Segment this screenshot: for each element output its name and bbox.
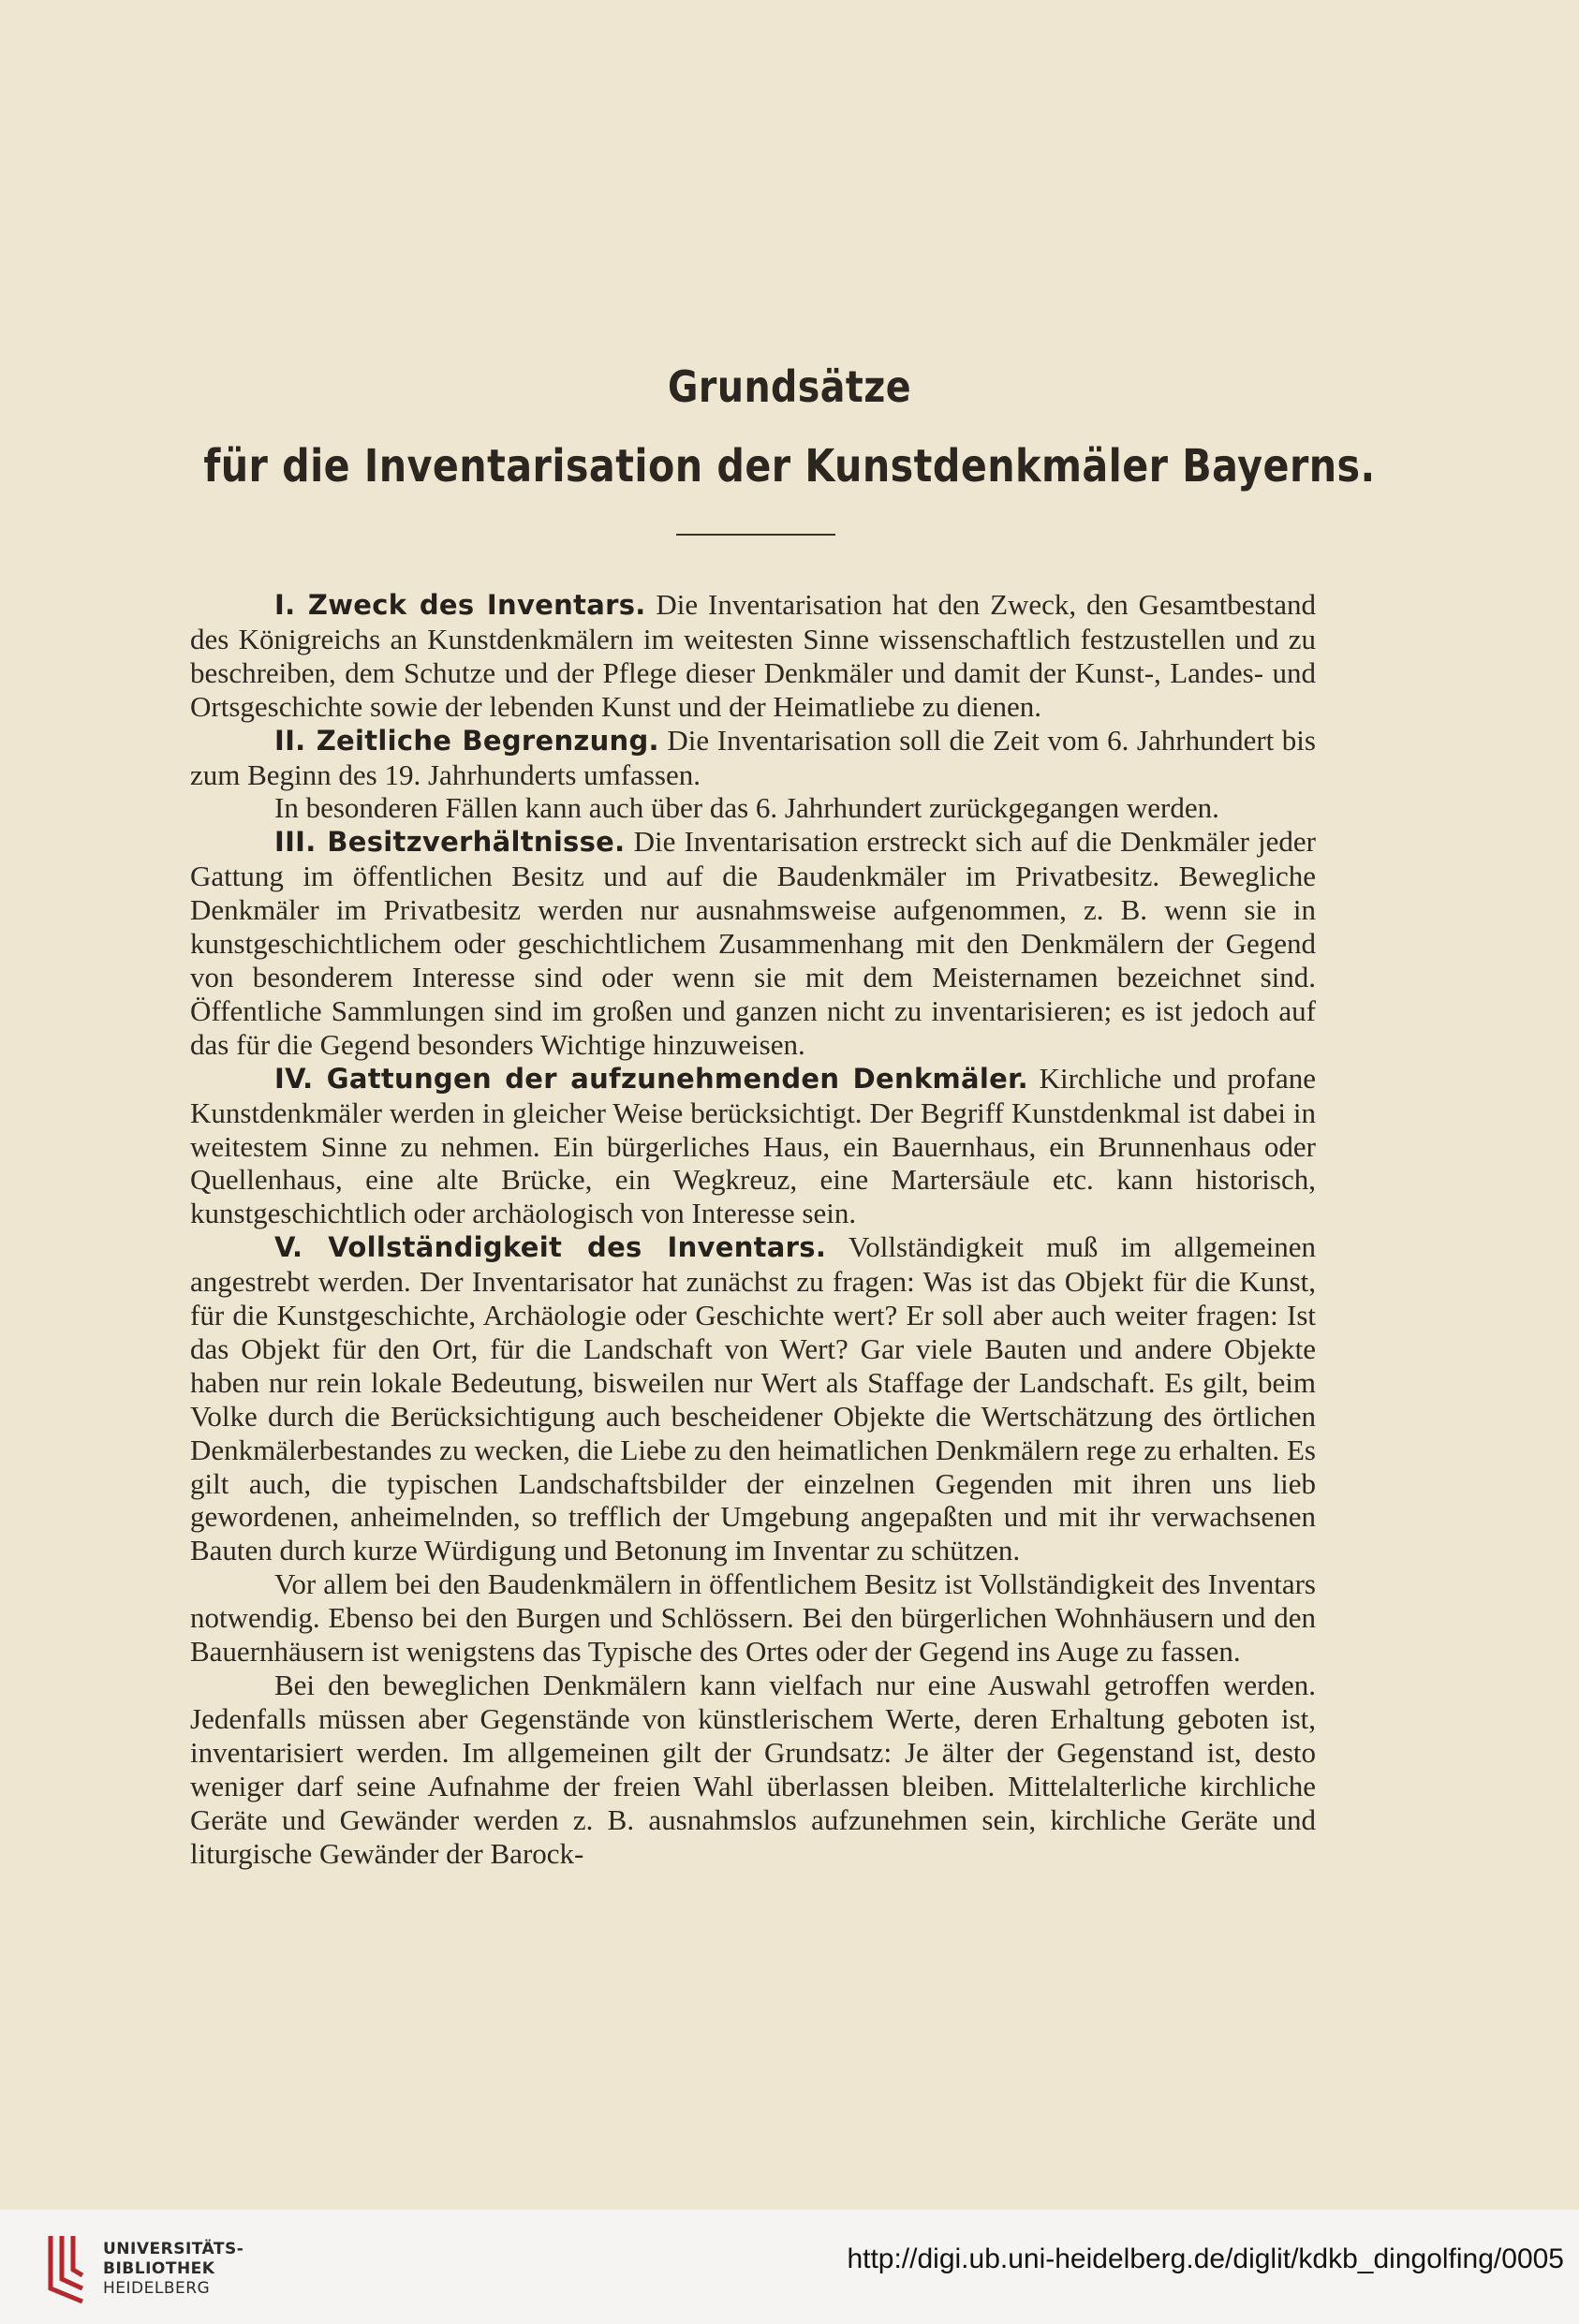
source-url-link[interactable]: http://digi.ub.uni-heidelberg.de/diglit/kdkb_dingolfing/0005 [847, 2243, 1564, 2274]
paragraph [190, 588, 1316, 724]
library-name-line: HEIDELBERG [103, 2279, 211, 2298]
title-divider [676, 534, 835, 536]
paragraph-heading: IV. Gattungen der aufzunehmenden Denkmäler. [274, 1062, 1028, 1095]
paragraph [190, 1230, 1316, 1567]
paragraph-heading: V. Vollständigkeit des Inventars. [274, 1231, 827, 1264]
paragraph-text: Bei den beweglichen Denkmälern kann vielfach nur eine Auswahl getroffen werden. Jedenfalls müssen aber Gegenstände von künstlerischem Werte, deren Erhaltung geboten ist, inventarisiert werden. Im allgemeinen gilt der Grundsatz: Je älter der Gegenstand ist, desto weniger darf seine Aufnahme der freien Wahl überlassen bleiben. Mittelalterliche kirchliche Geräte und Gewänder werden z. B. ausnahmslos aufzunehmen sein, kirchliche Geräte und liturgische Gewänder der Barock- [190, 1669, 1316, 1870]
paragraph-heading: I. Zweck des Inventars. [274, 589, 646, 621]
paragraph-text: In besonderen Fällen kann auch über das 6. Jahrhundert zurückgegangen werden. [274, 791, 1219, 825]
document-subtitle: für die Inventarisation der Kunstdenkmäler Bayerns. [203, 440, 1376, 493]
library-name-line: BIBLIOTHEK [103, 2259, 215, 2278]
paragraph [190, 825, 1316, 1061]
paragraph [190, 1062, 1316, 1231]
paragraph [190, 1669, 1316, 1870]
university-library-logo-icon [45, 2232, 88, 2305]
paragraph-text: Kirchliche und profane Kunstdenkmäler werden in gleicher Weise berücksichtigt. Der Begriff Kunstdenkmal ist dabei in weitestem Sinne zu nehmen. Ein bürgerliches Haus, ein Bauernhaus, ein Brunnenhaus oder Quellenhaus, eine alte Brücke, ein Wegkreuz, eine Martersäule etc. kann historisch, kunstgeschichtlich oder archäologisch von Interesse sein. [190, 1061, 1316, 1230]
paragraph [190, 724, 1316, 792]
paragraph-text: Die Inventarisation hat den Zweck, den Gesamtbestand des Königreichs an Kunstdenkmälern im weitesten Sinne wissenschaftlich festzustellen und zu beschreiben, dem Schutze und der Pflege dieser Denkmäler und damit der Kunst-, Landes- und Ortsgeschichte sowie der lebenden Kunst und der Heimatliebe zu dienen. [190, 588, 1317, 723]
paragraph-text: Die Inventarisation soll die Zeit vom 6. Jahrhundert bis zum Beginn des 19. Jahrhunderts umfassen. [190, 723, 1316, 791]
library-name [103, 2240, 243, 2299]
library-name-line: UNIVERSITÄTS- [103, 2240, 244, 2258]
paragraph-heading: II. Zeitliche Begrenzung. [274, 724, 659, 757]
paragraph-text: Die Inventarisation erstreckt sich auf die Denkmäler jeder Gattung im öffentlichen Besitz und auf die Baudenkmäler im Privatbesitz. Bewegliche Denkmäler im Privatbesitz werden nur ausnahmsweise aufgenommen, z. B. wenn sie in kunstgeschichtlichem oder geschichtlichem Zusammenhang mit den Denkmälern der Gegend von besonderem Interesse sind oder wenn sie mit dem Meisternamen bezeichnet sind. Öffentliche Sammlungen sind im großen und ganzen nicht zu inventarisieren; es ist jedoch auf das für die Gegend besonders Wichtige hinzuweisen. [190, 825, 1316, 1061]
document-body [190, 588, 1316, 1870]
paragraph [190, 791, 1316, 825]
paragraph-text: Vollständigkeit muß im allgemeinen angestrebt werden. Der Inventarisator hat zunächst zu fragen: Was ist das Objekt für die Kunst, für die Kunstgeschichte, Archäologie oder Geschichte wert? Er soll aber auch weiter fragen: Ist das Objekt für den Ort, für die Landschaft von Wert? Gar viele Bauten und andere Objekte haben nur rein lokale Bedeutung, bisweilen nur Wert als Staffage der Landschaft. Es gilt, beim Volke durch die Berücksichtigung auch bescheidener Objekte die Wertschätzung des örtlichen Denkmälerbestandes zu wecken, die Liebe zu den heimatlichen Denkmälern rege zu erhalten. Es gilt auch, die typischen Landschaftsbilder der einzelnen Gegenden mit ihren uns lieb gewordenen, anheimelnden, so trefflich der Umgebung angepaßten und mit ihr verwachsenen Bauten durch kurze Würdigung und Betonung im Inventar zu schützen. [190, 1230, 1317, 1567]
paragraph-text: Vor allem bei den Baudenkmälern in öffentlichem Besitz ist Vollständigkeit des Inventars notwendig. Ebenso bei den Burgen und Schlössern. Bei den bürgerlichen Wohnhäusern und den Bauernhäusern ist wenigstens das Typische des Ortes oder der Gegend ins Auge zu fassen. [190, 1567, 1316, 1669]
paragraph-heading: III. Besitzverhältnisse. [274, 826, 626, 859]
document-title: Grundsätze [668, 361, 911, 412]
paragraph [190, 1567, 1316, 1669]
